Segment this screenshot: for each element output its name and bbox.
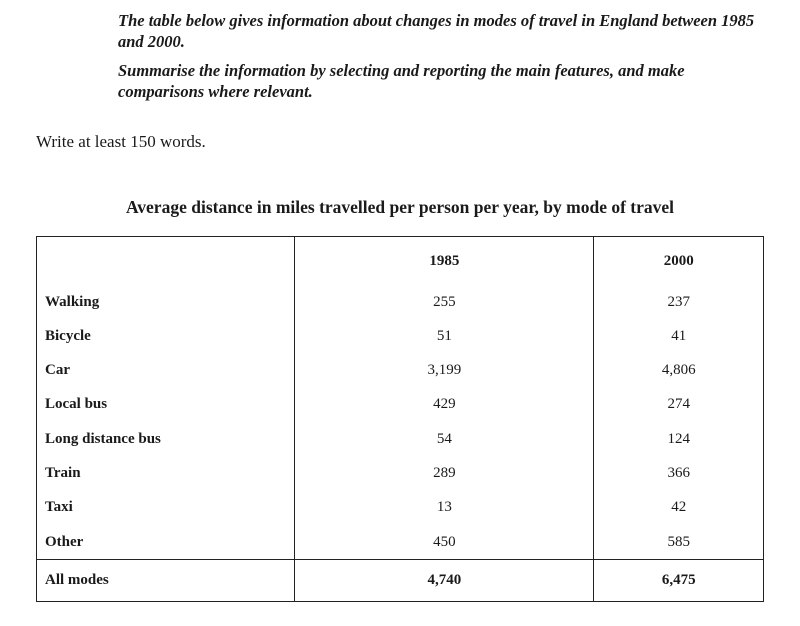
table-title: Average distance in miles travelled per person per year, by mode of travel — [125, 197, 675, 217]
row-2000: 585 — [667, 533, 690, 550]
row-2000: 366 — [667, 465, 690, 482]
row-mode: Long distance bus — [37, 422, 295, 456]
row-mode: Walking — [37, 285, 295, 319]
travel-table — [36, 236, 764, 602]
row-mode: Bicycle — [37, 319, 295, 353]
table-row — [37, 388, 764, 422]
row-1985: 13 — [295, 491, 594, 525]
row-1985: 51 — [295, 319, 594, 353]
total-1985: 4,740 — [295, 560, 594, 602]
row-1985: 3,199 — [295, 354, 594, 388]
total-mode: All modes — [37, 560, 295, 602]
row-2000: 237 — [667, 293, 690, 310]
row-2000: 42 — [671, 499, 687, 516]
row-mode: Train — [37, 456, 295, 490]
row-1985: 255 — [295, 285, 594, 319]
row-2000: 124 — [667, 430, 690, 447]
row-1985: 54 — [295, 422, 594, 456]
row-mode: Taxi — [37, 491, 295, 525]
table-row — [37, 422, 764, 456]
row-2000: 274 — [667, 396, 690, 413]
row-2000: 41 — [671, 327, 687, 344]
prompt-line-1: The table below gives information about changes in modes of travel in England between 1985 and 2000. — [118, 11, 755, 51]
prompt-line-2: Summarise the information by selecting and reporting the main features, and make comparisons where relevant. — [118, 61, 685, 101]
row-mode: Local bus — [37, 388, 295, 422]
header-1985: 1985 — [295, 237, 594, 286]
row-1985: 429 — [295, 388, 594, 422]
header-2000: 2000 — [663, 252, 694, 269]
row-mode: Other — [37, 525, 295, 560]
table-row — [37, 491, 764, 525]
row-1985: 450 — [295, 525, 594, 560]
word-count-instruction: Write at least 150 words. — [36, 132, 206, 151]
row-2000: 4,806 — [661, 362, 696, 379]
table-total-row — [37, 560, 764, 602]
table-row — [37, 456, 764, 490]
total-2000: 6,475 — [594, 560, 764, 602]
table-row — [37, 354, 764, 388]
table-header-row — [37, 237, 764, 286]
table-row — [37, 319, 764, 353]
row-1985: 289 — [295, 456, 594, 490]
task-prompt — [118, 10, 758, 110]
table-row — [37, 285, 764, 319]
header-mode — [37, 237, 295, 286]
row-mode: Car — [37, 354, 295, 388]
table-row — [37, 525, 764, 560]
